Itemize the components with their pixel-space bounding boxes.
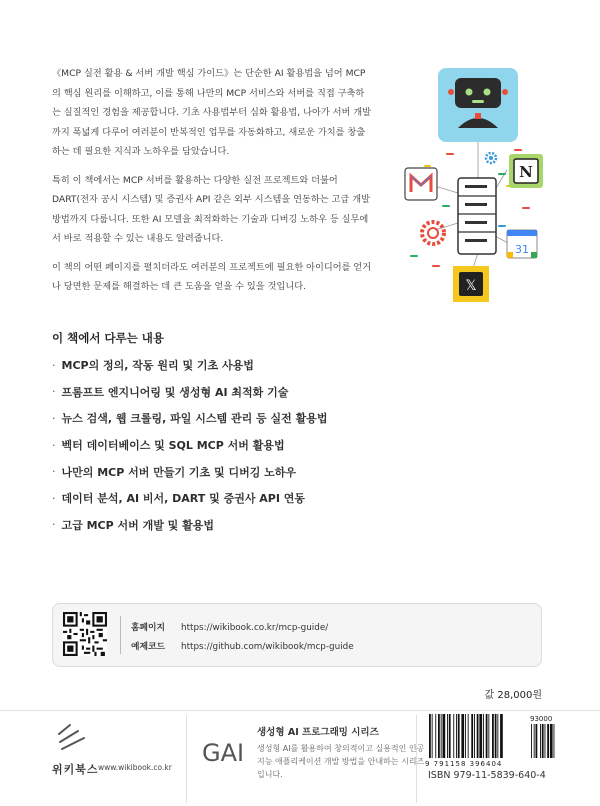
barcode-bar — [443, 714, 446, 758]
intro-paragraph-1: 《MCP 실전 활용 & 서버 개발 핵심 가이드》는 단순한 AI 활용법을 넘어 MCP의 핵심 원리를 이해하고, 이를 통해 나만의 MCP 서비스와 서버를 직접 구축하는 실질적인 경험을 제공합니다. 기초 사용법부터 심화 활용법, 나아가 서버 개발까지 폭넓게 다루어 여러분이 반복적인 업무를 자동화하고, 새로운 가치를 창출하는 데 필요한 지식과 노하우를 담았습니다. — [52, 68, 372, 157]
gmail-icon — [405, 168, 437, 200]
barcode-bar — [474, 714, 475, 758]
series-logo: GAI — [202, 739, 245, 767]
barcode-bar — [545, 724, 546, 758]
server-icon — [458, 178, 496, 254]
barcode-bar — [542, 724, 544, 758]
example-code-link[interactable] — [131, 639, 354, 652]
svg-text:N: N — [519, 163, 533, 181]
barcode-bar — [500, 714, 503, 758]
barcode-bar — [435, 714, 436, 758]
barcode-bar — [441, 714, 442, 758]
divider — [0, 710, 600, 711]
list-item: · 프롬프트 엔지니어링 및 생성형 AI 최적화 기술 — [52, 385, 289, 399]
barcode-bar — [432, 714, 433, 758]
barcode — [425, 714, 575, 802]
barcode-bar — [488, 714, 489, 758]
svg-text:31: 31 — [515, 243, 529, 256]
barcode-bar — [495, 714, 497, 758]
list-item: · 뉴스 검색, 웹 크롤링, 파일 시스템 관리 등 실전 활용법 — [52, 411, 328, 426]
topics-list — [52, 352, 327, 538]
barcode-bar — [449, 714, 451, 758]
barcode-bar — [479, 714, 482, 758]
homepage-label: 홈페이지 — [131, 623, 165, 633]
mcp-illustration — [395, 58, 555, 308]
barcode-bar — [483, 714, 484, 758]
links-box — [52, 603, 542, 667]
barcode-bar — [465, 714, 466, 758]
barcode-bar — [531, 724, 532, 758]
example-code-label: 예제코드 — [131, 642, 165, 652]
barcode-bar — [429, 714, 431, 758]
list-item: · 데이터 분석, AI 비서, DART 및 증권사 API 연동 — [52, 491, 306, 506]
intro-paragraph-3: 이 책의 어떤 페이지를 펼치더라도 여러분의 프로젝트에 필요한 아이디어를 얻거나 당면한 문제를 해결하는 데 큰 도움을 얻을 수 있을 것입니다. — [52, 261, 372, 292]
notion-icon — [509, 154, 543, 188]
homepage-link[interactable] — [131, 620, 328, 633]
publisher-logo — [52, 722, 182, 782]
barcode-bar — [550, 724, 553, 758]
barcode-bar — [477, 714, 479, 758]
barcode-bar — [554, 724, 555, 758]
barcode-bar — [438, 714, 440, 758]
section-title: 이 책에서 다루는 내용 — [52, 331, 164, 345]
example-code-url[interactable]: https://github.com/wikibook/mcp-guide — [181, 642, 354, 652]
barcode-bar — [458, 714, 460, 758]
barcode-bar — [468, 714, 469, 758]
svg-text:𝕏: 𝕏 — [465, 278, 477, 294]
barcode-bar — [471, 714, 473, 758]
list-item: · 고급 MCP 서버 개발 및 활용법 — [52, 518, 214, 532]
gear-icon — [486, 153, 496, 163]
qr-code — [63, 612, 107, 656]
barcode-bar — [497, 714, 498, 758]
barcode-bar — [540, 724, 541, 758]
isbn: ISBN 979-11-5839-640-4 — [428, 770, 546, 781]
barcode-addon: 93000 — [530, 715, 553, 723]
barcode-bar — [534, 724, 535, 758]
barcode-bar — [536, 724, 538, 758]
barcode-bar — [447, 714, 448, 758]
gear-icon — [422, 222, 444, 244]
barcode-bar — [461, 714, 464, 758]
divider — [120, 616, 121, 654]
list-item: · MCP의 정의, 작동 원리 및 기초 사용법 — [52, 358, 254, 373]
publisher-name: 위키북스 — [52, 763, 99, 776]
intro-paragraph-2: 특히 이 책에서는 MCP 서버를 활용하는 다양한 실전 프로젝트와 더불어 DART(전자 공시 시스템) 및 증권사 API 같은 외부 시스템을 연동하는 고급 개발 방법까지 다룹니다. 또한 AI 모델을 최적화하는 기술과 디버깅 노하우 등 실무에서 바로 적용할 수 있는 내용도 알려줍니다. — [52, 174, 370, 244]
barcode-bar — [547, 724, 549, 758]
barcode-digits: 9 791158 396404 — [425, 760, 503, 768]
barcode-bar — [453, 714, 454, 758]
series-title: 생성형 AI 프로그래밍 시리즈 — [257, 727, 379, 738]
publisher-url[interactable]: www.wikibook.co.kr — [98, 763, 172, 772]
calendar-icon — [507, 230, 537, 258]
series-description: 생성형 AI를 활용하여 창의적이고 실용적인 인공지능 애플리케이션 개발 방법을 안내하는 시리즈입니다. — [257, 744, 425, 779]
intro-text — [52, 64, 372, 306]
barcode-bar — [486, 714, 488, 758]
divider — [186, 715, 187, 803]
x-icon — [453, 266, 489, 302]
list-item: · 나만의 MCP 서버 만들기 기초 및 디버깅 노하우 — [52, 465, 297, 479]
publisher-logo-mark — [56, 722, 90, 752]
barcode-bar — [492, 714, 494, 758]
list-item: · 벡터 데이터베이스 및 SQL MCP 서버 활용법 — [52, 438, 285, 453]
robot-icon — [438, 68, 518, 142]
barcode-bar — [456, 714, 457, 758]
homepage-url[interactable]: https://wikibook.co.kr/mcp-guide/ — [181, 623, 329, 633]
price: 값 28,000원 — [484, 690, 542, 701]
